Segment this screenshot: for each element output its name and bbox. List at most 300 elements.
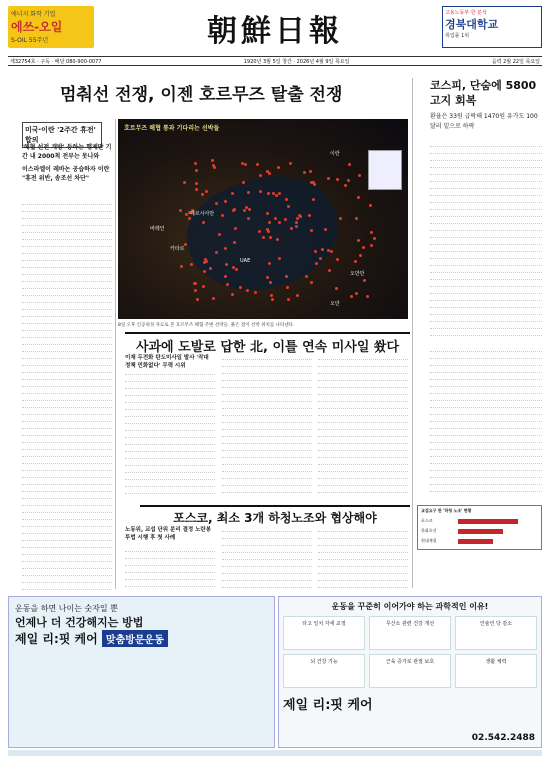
text-line	[318, 402, 408, 409]
text-line	[318, 574, 408, 581]
ship-dot	[226, 283, 229, 286]
text-line	[22, 352, 112, 359]
text-line	[430, 266, 542, 273]
text-line	[430, 154, 542, 161]
ship-dot	[276, 238, 279, 241]
text-line	[125, 445, 215, 452]
side-body-text	[430, 140, 542, 340]
ship-dot	[225, 263, 228, 266]
text-line	[222, 472, 312, 479]
text-line	[318, 553, 408, 560]
text-line	[22, 506, 112, 513]
text-line	[318, 437, 408, 444]
text-line	[22, 324, 112, 331]
benefit-cell: 인슐린 당 감소	[455, 616, 537, 650]
ship-dot	[369, 204, 372, 207]
text-line	[22, 254, 112, 261]
text-line	[22, 520, 112, 527]
text-line	[430, 443, 542, 450]
ship-dot	[271, 298, 274, 301]
text-line	[22, 366, 112, 373]
ship-dot	[350, 295, 353, 298]
text-line	[22, 359, 112, 366]
ship-dot	[313, 183, 316, 186]
text-line	[22, 296, 112, 303]
section3-subhead: 노동위, 교섭 단위 분리 결정 노란봉투법 시행 후 첫 사례	[125, 527, 212, 541]
text-line	[125, 368, 215, 375]
text-line	[125, 566, 215, 573]
ship-dot	[196, 298, 199, 301]
ship-dot	[366, 295, 369, 298]
ship-dot	[336, 178, 339, 181]
ship-dot	[190, 263, 193, 266]
ad-brand	[15, 630, 268, 647]
text-line	[22, 317, 112, 324]
ship-dot	[195, 182, 198, 185]
ad-brand: 제일 리:핏 케어	[283, 698, 373, 713]
text-line	[22, 268, 112, 275]
text-line	[222, 560, 312, 567]
ship-dot	[194, 162, 197, 165]
section2-headline[interactable]: 사과에 도발로 답한 北, 이틀 연속 미사일 쐈다	[125, 332, 410, 355]
text-line	[430, 359, 542, 366]
ship-dot	[244, 163, 247, 166]
text-line	[318, 444, 408, 451]
ship-dot	[201, 193, 204, 196]
text-line	[430, 259, 542, 266]
text-line	[430, 140, 542, 147]
ship-dot	[195, 188, 198, 191]
ship-dot	[266, 212, 269, 215]
ship-dot	[243, 209, 246, 212]
text-line	[430, 287, 542, 294]
ship-dot	[286, 286, 289, 289]
text-line	[222, 539, 312, 546]
benefit-cell: 근육 증가로 관절 보호	[369, 654, 451, 688]
graph-label: 포스코	[421, 518, 433, 523]
text-line	[222, 567, 312, 574]
ship-dot	[270, 294, 273, 297]
text-line	[125, 403, 215, 410]
text-line	[430, 394, 542, 401]
text-line	[430, 315, 542, 322]
map-label-iran: 이란	[330, 151, 340, 157]
ship-dot	[359, 254, 362, 257]
map-caption: 8일 오후 인공위성 자료로 본 호르무즈 해협 주변 선박들. 붉은 점이 선박 위치를 나타낸다.	[118, 323, 295, 328]
ship-dot	[358, 174, 361, 177]
ship-dot	[215, 202, 218, 205]
ship-dot	[267, 192, 270, 195]
text-line	[430, 329, 542, 336]
text-line	[222, 360, 312, 367]
ship-dot	[188, 217, 191, 220]
ship-dot	[357, 196, 360, 199]
text-line	[318, 560, 408, 567]
ship-dot	[373, 237, 376, 240]
text-line	[430, 182, 542, 189]
text-line	[222, 388, 312, 395]
text-line	[125, 452, 215, 459]
text-line	[22, 331, 112, 338]
section2-body	[318, 353, 408, 498]
text-line	[430, 422, 542, 429]
text-line	[222, 465, 312, 472]
text-line	[125, 573, 215, 580]
lead-headline[interactable]: 멈춰선 전쟁, 이젠 호르무즈 탈출 전쟁	[60, 85, 343, 105]
text-line	[125, 473, 215, 480]
ship-dot	[287, 298, 290, 301]
text-line	[318, 367, 408, 374]
ship-dot	[183, 181, 186, 184]
ad-phone[interactable]: 02.542.2488	[471, 733, 535, 743]
text-line	[125, 480, 215, 487]
ad-benefit-grid	[283, 616, 537, 688]
bottom-left-ad[interactable]	[8, 596, 275, 748]
graph-bar	[458, 529, 503, 534]
lead-body-text	[22, 198, 112, 598]
satellite-map	[118, 119, 408, 319]
ship-dot	[256, 163, 259, 166]
ship-dot	[274, 217, 277, 220]
text-line	[22, 478, 112, 485]
map-label-uae: UAE	[240, 258, 251, 264]
text-line	[222, 546, 312, 553]
ad-line: 고용노동부 한 분석	[445, 10, 487, 16]
text-line	[318, 532, 408, 539]
map-label-qatar: 카타르	[170, 246, 185, 252]
text-line	[22, 261, 112, 268]
text-line	[22, 450, 112, 457]
text-line	[22, 212, 112, 219]
text-line	[22, 226, 112, 233]
map-title: 호르무즈 해협 통과 기다리는 선박들	[124, 125, 220, 132]
text-line	[222, 479, 312, 486]
text-line	[430, 238, 542, 245]
section3-headline[interactable]: 포스코, 최소 3개 하청노조와 협상해야	[140, 505, 410, 526]
ad-brand: 경북대학교	[445, 18, 499, 31]
ship-dot	[268, 221, 271, 224]
ad-text: 운동을 하면 나이는 숫자일 뿐	[15, 604, 118, 613]
ship-dot	[277, 166, 280, 169]
text-line	[318, 423, 408, 430]
ship-dot	[370, 231, 373, 234]
text-line	[22, 394, 112, 401]
text-line	[125, 438, 215, 445]
text-line	[22, 576, 112, 583]
text-line	[22, 282, 112, 289]
text-line	[430, 189, 542, 196]
section2-body	[125, 368, 215, 498]
text-line	[430, 380, 542, 387]
graph-label: 한화오션	[421, 528, 437, 533]
map-label-bahrain: 바레인	[150, 226, 165, 232]
text-line	[318, 353, 408, 360]
ship-dot	[209, 267, 212, 270]
text-line	[22, 219, 112, 226]
ship-dot	[246, 289, 249, 292]
ship-dot	[194, 289, 197, 292]
text-line	[318, 479, 408, 486]
text-line	[430, 224, 542, 231]
graph-label: 현대제철	[421, 538, 437, 543]
text-line	[222, 381, 312, 388]
ad-line: 에너지 화학 기업	[11, 11, 56, 18]
ship-dot	[327, 177, 330, 180]
text-line	[430, 203, 542, 210]
text-line	[430, 345, 542, 352]
text-line	[125, 545, 215, 552]
ship-dot	[328, 269, 331, 272]
text-line	[430, 168, 542, 175]
text-line	[125, 431, 215, 438]
text-line	[22, 527, 112, 534]
ship-dot	[357, 239, 360, 242]
text-line	[222, 395, 312, 402]
ship-dot	[259, 174, 262, 177]
union-graph	[417, 505, 542, 550]
text-line	[22, 499, 112, 506]
ad-brand: 에쓰-오일	[11, 20, 63, 34]
text-line	[22, 513, 112, 520]
text-line	[430, 280, 542, 287]
text-line	[22, 240, 112, 247]
text-line	[22, 429, 112, 436]
top-left-ad[interactable]	[8, 6, 94, 48]
text-line	[430, 450, 542, 457]
text-line	[430, 308, 542, 315]
text-line	[125, 466, 215, 473]
text-line	[22, 555, 112, 562]
text-line	[22, 583, 112, 590]
text-line	[430, 322, 542, 329]
ship-dot	[224, 247, 227, 250]
benefit-cell: 생활 체력	[455, 654, 537, 688]
text-line	[22, 569, 112, 576]
text-line	[222, 402, 312, 409]
ship-dot	[205, 190, 208, 193]
text-line	[22, 338, 112, 345]
graph-bar	[458, 539, 493, 544]
ad-line: 취업률 1위	[445, 33, 470, 39]
benefit-cell: 뇌 건강 기능	[283, 654, 365, 688]
side-subhead: 환율은 33원 급락해 1470원 유가도 100달러 밑으로 하락	[430, 113, 538, 130]
ad-brand-name: 제일 리:핏 케어	[15, 632, 98, 646]
ship-dot	[330, 250, 333, 253]
text-line	[430, 196, 542, 203]
text-line	[22, 471, 112, 478]
text-line	[22, 275, 112, 282]
text-line	[22, 303, 112, 310]
text-line	[22, 464, 112, 471]
text-line	[430, 147, 542, 154]
text-line	[222, 532, 312, 539]
text-line	[430, 464, 542, 471]
ship-dot	[355, 217, 358, 220]
ship-dot	[347, 179, 350, 182]
ship-dot	[254, 291, 257, 294]
ad-headline: 운동을 꾸준히 이어가야 하는 과학적인 이유!	[331, 602, 489, 611]
text-line	[318, 381, 408, 388]
text-line	[125, 552, 215, 559]
text-line	[22, 562, 112, 569]
ad-line: S-OIL 55주년	[11, 37, 49, 44]
text-line	[430, 415, 542, 422]
ship-dot	[231, 293, 234, 296]
text-line	[222, 574, 312, 581]
text-line	[222, 486, 312, 493]
ship-dot	[303, 171, 306, 174]
lead-subhead-2: 이스라엘이 레바논 공습하자 이란 "휴전 위반, 송조선 차단"	[22, 166, 110, 182]
ship-dot	[266, 170, 269, 173]
text-line	[222, 458, 312, 465]
text-line	[222, 444, 312, 451]
text-line	[430, 436, 542, 443]
text-line	[125, 487, 215, 494]
ship-dot	[295, 221, 298, 224]
text-line	[222, 451, 312, 458]
text-line	[22, 415, 112, 422]
text-line	[22, 401, 112, 408]
text-line	[318, 472, 408, 479]
text-line	[222, 423, 312, 430]
text-line	[22, 436, 112, 443]
side-body-text-2	[430, 345, 542, 495]
text-line	[430, 401, 542, 408]
ship-dot	[289, 162, 292, 165]
text-line	[430, 471, 542, 478]
ship-dot	[211, 159, 214, 162]
text-line	[318, 546, 408, 553]
text-line	[22, 289, 112, 296]
text-line	[22, 548, 112, 555]
text-line	[222, 416, 312, 423]
section3-body	[125, 545, 215, 590]
ship-dot	[284, 218, 287, 221]
text-line	[222, 581, 312, 588]
text-line	[430, 387, 542, 394]
text-line	[318, 486, 408, 493]
dateline	[8, 56, 542, 66]
side-headline[interactable]: 코스피, 단숨에 5800 고지 회복	[430, 79, 537, 107]
ship-dot	[362, 246, 365, 249]
text-line	[125, 382, 215, 389]
text-line	[222, 409, 312, 416]
text-line	[22, 198, 112, 205]
dateline-right: 음력 2월 22일 목요일	[491, 58, 540, 65]
text-line	[318, 409, 408, 416]
text-line	[22, 443, 112, 450]
text-line	[430, 161, 542, 168]
text-line	[22, 422, 112, 429]
text-line	[125, 375, 215, 382]
text-line	[318, 581, 408, 588]
text-line	[22, 534, 112, 541]
text-line	[22, 233, 112, 240]
benefit-cell: 무산소 관련 건강 개선	[369, 616, 451, 650]
text-line	[222, 525, 312, 532]
text-line	[125, 424, 215, 431]
text-line	[430, 373, 542, 380]
benefit-cell: 타고 일치 자세 교정	[283, 616, 365, 650]
ship-dot	[354, 260, 357, 263]
text-line	[430, 252, 542, 259]
text-line	[318, 458, 408, 465]
footer-strip	[8, 750, 542, 756]
text-line	[430, 352, 542, 359]
top-right-ad[interactable]	[442, 6, 542, 48]
ship-dot	[305, 275, 308, 278]
ship-dot	[195, 169, 198, 172]
ship-dot	[370, 244, 373, 247]
text-line	[22, 457, 112, 464]
map-label-oman: 오만	[330, 301, 340, 307]
ship-dot	[245, 206, 248, 209]
text-line	[430, 175, 542, 182]
column-rule	[115, 119, 116, 589]
lead-kicker: 미국·이란 '2주간 휴전' 합의	[22, 122, 102, 148]
text-line	[430, 210, 542, 217]
masthead-title: 朝鮮日報	[207, 14, 343, 49]
ship-dot	[212, 297, 215, 300]
locator-inset-map	[368, 150, 402, 190]
map-label-oman-gulf: 오만만	[350, 271, 365, 277]
text-line	[430, 485, 542, 492]
text-line	[318, 395, 408, 402]
text-line	[125, 389, 215, 396]
text-line	[318, 465, 408, 472]
ad-headline: 언제나 더 건강해지는 방법	[15, 616, 144, 629]
ship-dot	[355, 292, 358, 295]
text-line	[22, 373, 112, 380]
ship-dot	[310, 181, 313, 184]
text-line	[22, 541, 112, 548]
text-line	[22, 380, 112, 387]
dateline-left: 제32754호 · 구독 · 배달 080-900-0077	[10, 58, 102, 65]
lead-subhead-1: '해협 선전 개방' 등하는 행제만 기간 내 2000척 전부는 못나와	[22, 144, 112, 160]
text-line	[318, 567, 408, 574]
dateline-center: 1920년 3월 5일 창간 · 2026년 4월 9일 목요일	[243, 58, 350, 65]
text-line	[222, 437, 312, 444]
text-line	[222, 374, 312, 381]
ship-dot	[231, 192, 234, 195]
text-line	[125, 559, 215, 566]
ship-dot	[262, 236, 265, 239]
text-line	[318, 416, 408, 423]
text-line	[318, 430, 408, 437]
ship-dot	[339, 217, 342, 220]
text-line	[318, 374, 408, 381]
persian-gulf-shape	[174, 157, 353, 312]
text-line	[125, 459, 215, 466]
text-line	[22, 485, 112, 492]
ship-dot	[215, 251, 218, 254]
text-line	[125, 417, 215, 424]
ship-dot	[218, 233, 221, 236]
text-line	[22, 247, 112, 254]
section3-body	[222, 525, 312, 590]
text-line	[222, 430, 312, 437]
text-line	[430, 457, 542, 464]
text-line	[430, 408, 542, 415]
bottom-right-ad[interactable]	[278, 596, 542, 748]
text-line	[430, 294, 542, 301]
text-line	[430, 301, 542, 308]
text-line	[125, 410, 215, 417]
text-line	[222, 367, 312, 374]
text-line	[318, 539, 408, 546]
ship-dot	[310, 281, 313, 284]
ad-cta[interactable]: 맞춤방문운동	[102, 630, 168, 647]
